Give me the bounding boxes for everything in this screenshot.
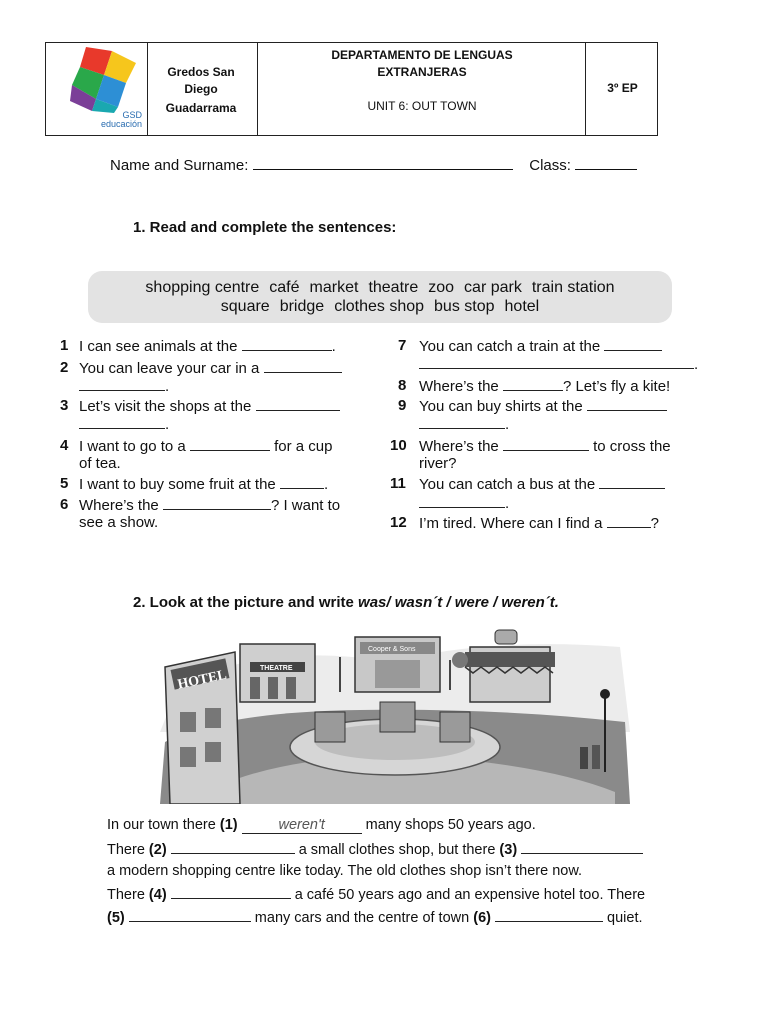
answer-blank-4[interactable] bbox=[171, 885, 291, 899]
answer-blank[interactable] bbox=[79, 377, 165, 391]
answer-blank-5[interactable] bbox=[129, 908, 251, 922]
answer-blank[interactable] bbox=[264, 359, 342, 373]
answer-blank[interactable] bbox=[256, 397, 340, 411]
answer-blank-2[interactable] bbox=[171, 840, 295, 854]
answer-blank[interactable] bbox=[503, 437, 589, 451]
school-logo bbox=[66, 45, 141, 113]
unit-title: UNIT 6: OUT TOWN bbox=[367, 99, 477, 113]
answer-blank[interactable] bbox=[280, 475, 324, 489]
exercise2-line4: There (4) a café 50 years ago and an expensive hotel too. There bbox=[107, 887, 646, 903]
answer-blank[interactable] bbox=[242, 337, 332, 351]
answer-blank[interactable] bbox=[79, 415, 165, 429]
answer-blank[interactable] bbox=[604, 337, 662, 351]
name-label: Name and Surname: bbox=[110, 157, 249, 174]
word-bank-row2: square bridge clothes shop bus stop hotel bbox=[220, 298, 540, 315]
logo-caption: GSD educación bbox=[100, 110, 142, 129]
answer-blank[interactable] bbox=[503, 377, 563, 391]
answer-blank-3[interactable] bbox=[521, 840, 643, 854]
school-name: Gredos San Diego Guadarrama bbox=[165, 65, 237, 115]
answer-blank[interactable] bbox=[419, 494, 505, 508]
exercise1-title: 1. Read and complete the sentences: bbox=[133, 219, 397, 236]
answer-1: weren't bbox=[278, 817, 325, 833]
name-row bbox=[110, 155, 637, 174]
name-blank[interactable] bbox=[253, 155, 513, 170]
answer-blank[interactable] bbox=[607, 514, 651, 528]
answer-blank[interactable] bbox=[190, 437, 270, 451]
header-table bbox=[45, 42, 658, 136]
theatre-sign: THEATRE bbox=[260, 665, 293, 672]
exercise2-line1: In our town there (1) weren't many shops 50 years ago. bbox=[107, 817, 536, 833]
exercise2-line2: There (2) a small clothes shop, but there (3) bbox=[107, 840, 643, 858]
word-bank-row1: shopping centre café market theatre zoo car park train station bbox=[145, 279, 615, 296]
answer-blank[interactable] bbox=[587, 397, 667, 411]
word-bank bbox=[88, 271, 672, 323]
answer-blank[interactable] bbox=[419, 415, 505, 429]
answer-blank[interactable] bbox=[599, 475, 665, 489]
answer-blank[interactable] bbox=[419, 355, 694, 369]
answer-blank-6[interactable] bbox=[495, 908, 603, 922]
class-blank[interactable] bbox=[575, 155, 637, 170]
hotel-sign: HOTEL bbox=[176, 667, 229, 693]
exercise2-line3: a modern shopping centre like today. The old clothes shop isn’t there now. bbox=[107, 863, 583, 879]
exercise2-title: 2. Look at the picture and write was/ wasn´t / were / weren´t. bbox=[133, 594, 559, 611]
class-label: Class: bbox=[529, 157, 571, 174]
exercise2-line5: (5) many cars and the centre of town (6) quiet. bbox=[107, 910, 643, 926]
shop-sign: Cooper & Sons bbox=[368, 646, 416, 653]
answer-blank[interactable] bbox=[163, 496, 271, 510]
town-picture bbox=[160, 622, 630, 804]
answer-blank-1[interactable] bbox=[242, 817, 362, 834]
department-title: DEPARTAMENTO DE LENGUAS EXTRANJERAS bbox=[331, 48, 513, 79]
grade-label: 3º EP bbox=[607, 81, 638, 95]
